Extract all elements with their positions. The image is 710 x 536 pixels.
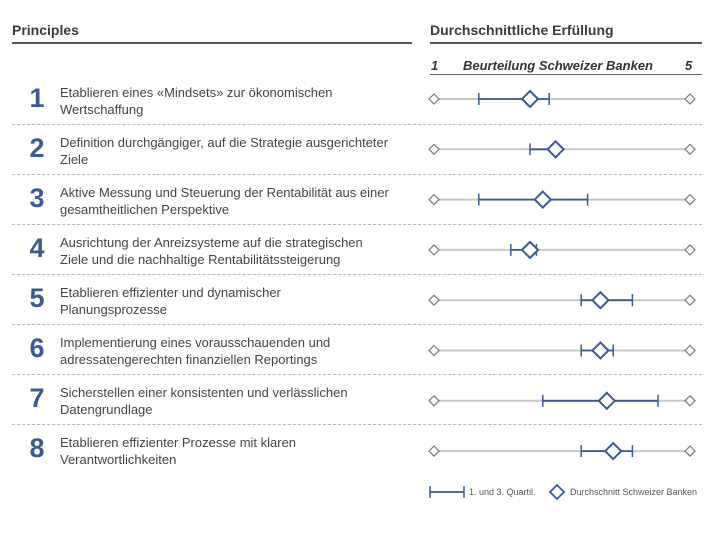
principle-text: Ausrichtung der Anreizsysteme auf die strategischen Ziele und die nachhaltige Rentabilitätssteigerung [60,235,363,267]
mean-marker-3 [535,192,551,208]
axis-min-marker-7 [429,396,439,406]
mean-marker-2 [548,141,564,157]
scale-max-label: 5 [685,58,693,73]
axis-min-marker-2 [429,144,439,154]
legend-quartile-label: 1. und 3. Quartil. [469,487,536,497]
axis-max-marker-4 [685,245,695,255]
principle-text: Aktive Messung und Steuerung der Rentabilität aus einer gesamtheitlichen Perspektive [60,185,389,217]
principle-number: 7 [29,383,45,413]
mean-marker-7 [599,393,615,409]
principle-number: 3 [29,183,45,213]
axis-max-marker-5 [685,295,695,305]
principle-text: Sicherstellen einer konsistenten und verlässlichen Datengrundlage [60,385,348,417]
principle-number: 2 [29,133,45,163]
axis-max-marker-2 [685,144,695,154]
axis-min-marker-8 [429,446,439,456]
principle-text: Etablieren effizienter Prozesse mit klaren Verantwortlichkeiten [60,435,297,467]
legend-mean-label: Durchschnitt Schweizer Banken [570,487,698,497]
scale-title: Beurteilung Schweizer Banken [463,58,653,73]
principle-text: Etablieren eines «Mindsets» zur ökonomischen Wertschaffung [60,85,333,117]
axis-max-marker-8 [685,446,695,456]
scale-min-label: 1 [431,58,439,73]
axis-min-marker-5 [429,295,439,305]
principle-text: Definition durchgängiger, auf die Strategie ausgerichteter Ziele [60,135,389,167]
principle-number: 5 [29,283,45,313]
mean-marker-5 [592,292,608,308]
principle-number: 1 [29,83,45,113]
axis-max-marker-1 [685,94,695,104]
mean-marker-4 [522,242,538,258]
principle-number: 8 [29,433,45,463]
principle-number: 6 [29,333,45,363]
axis-min-marker-6 [429,346,439,356]
principles-header: Principles [12,22,79,38]
axis-max-marker-7 [685,396,695,406]
mean-marker-6 [592,343,608,359]
axis-min-marker-3 [429,195,439,205]
axis-max-marker-6 [685,346,695,356]
axis-max-marker-3 [685,195,695,205]
principle-text: Etablieren effizienter und dynamischer Planungsprozesse [60,285,281,317]
axis-min-marker-1 [429,94,439,104]
principle-text: Implementierung eines vorausschauenden und adressatengerechten finanziellen Reportings [60,335,331,367]
mean-marker-1 [522,91,538,107]
axis-min-marker-4 [429,245,439,255]
principle-number: 4 [29,233,45,263]
legend-mean-icon [550,485,564,499]
fulfillment-header: Durchschnittliche Erfüllung [430,22,614,38]
mean-marker-8 [605,443,621,459]
